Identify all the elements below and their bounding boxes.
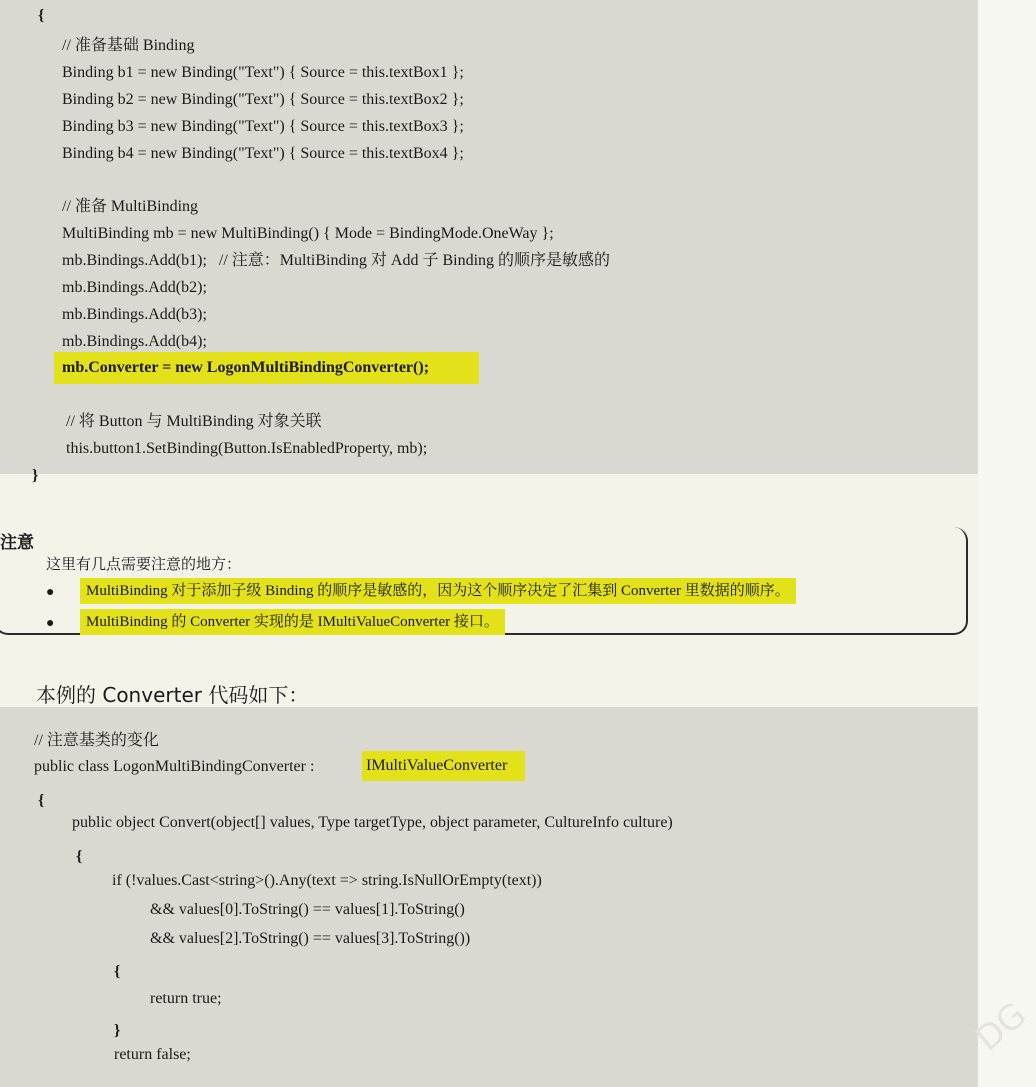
code-line: && values[2].ToString() == values[3].ToString()) (150, 930, 471, 947)
page-margin (978, 0, 1036, 1087)
note-intro: 这里有几点需要注意的地方： (46, 557, 242, 573)
code-line: Binding b1 = new Binding("Text") { Source = this.textBox1 }; (62, 64, 464, 81)
code-line: Binding b3 = new Binding("Text") { Source = this.textBox3 }; (62, 118, 464, 135)
code-line: Binding b2 = new Binding("Text") { Source = this.textBox2 }; (62, 91, 464, 108)
note-bullet-2: MultiBinding 的 Converter 实现的是 IMultiValueConverter 接口。 (80, 609, 505, 635)
code-line: mb.Bindings.Add(b1); // 注意：MultiBinding 对 Add 子 Binding 的顺序是敏感的 (62, 252, 611, 269)
code-line: { (38, 7, 45, 24)
code-line: } (32, 467, 39, 484)
code-line: mb.Bindings.Add(b4); (62, 333, 207, 350)
code-line: return true; (150, 990, 222, 1007)
watermark: DG (968, 994, 1035, 1060)
code-line: if (!values.Cast<string>().Any(text => string.IsNullOrEmpty(text)) (112, 872, 542, 889)
code-line: mb.Bindings.Add(b3); (62, 306, 207, 323)
code-line: mb.Bindings.Add(b2); (62, 279, 207, 296)
code-line: public object Convert(object[] values, Type targetType, object parameter, CultureInfo culture) (72, 814, 673, 831)
code-comment: // 将 Button 与 MultiBinding 对象关联 (66, 413, 322, 430)
code-comment: // 准备 MultiBinding (62, 198, 199, 215)
code-line: return false; (114, 1046, 191, 1063)
code-line: && values[0].ToString() == values[1].ToString() (150, 901, 465, 918)
highlighted-interface: IMultiValueConverter (362, 751, 525, 781)
section-intro: 本例的 Converter 代码如下： (36, 683, 309, 707)
code-comment: // 注意基类的变化 (34, 732, 159, 749)
code-line: this.button1.SetBinding(Button.IsEnabledProperty, mb); (66, 440, 428, 457)
code-line: public class LogonMultiBindingConverter : (34, 758, 319, 775)
code-line: { (76, 848, 83, 865)
note-title: 注意 (0, 528, 38, 553)
code-line: MultiBinding mb = new MultiBinding() { Mode = BindingMode.OneWay }; (62, 225, 554, 242)
code-line: Binding b4 = new Binding("Text") { Source = this.textBox4 }; (62, 145, 464, 162)
code-line: } (114, 1022, 121, 1039)
bullet-icon: ● (46, 585, 55, 600)
bullet-icon: ● (46, 616, 55, 631)
code-line: { (38, 792, 45, 809)
note-bullet-1: MultiBinding 对于添加子级 Binding 的顺序是敏感的，因为这个顺序决定了汇集到 Converter 里数据的顺序。 (80, 578, 796, 604)
code-block-bottom (0, 707, 978, 1087)
code-comment: // 准备基础 Binding (62, 37, 195, 54)
code-line: { (114, 963, 121, 980)
highlighted-converter-line: mb.Converter = new LogonMultiBindingConverter(); (54, 352, 479, 384)
code-block-top (0, 0, 978, 484)
